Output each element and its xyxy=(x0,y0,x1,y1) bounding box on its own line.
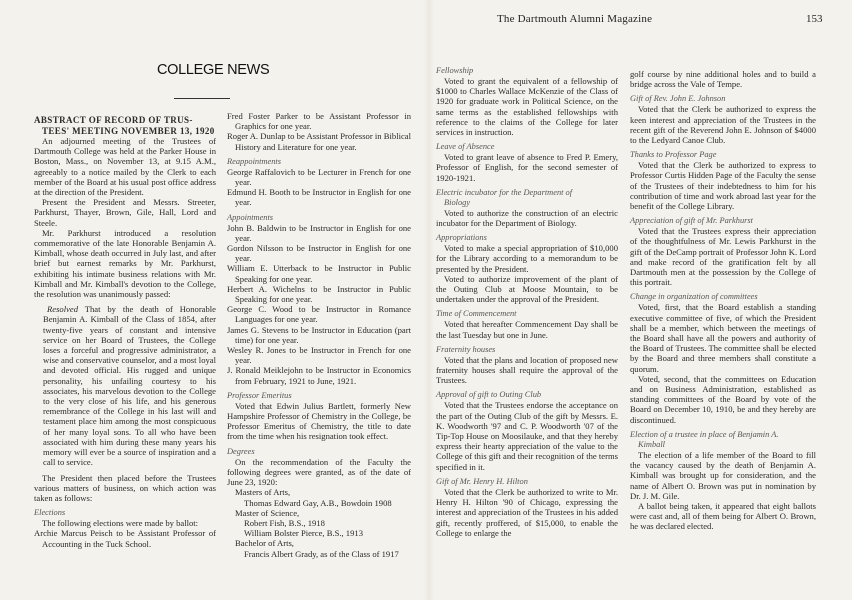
hilton-gift-text-continued: golf course by nine additional holes and to build a bridge across the Vale of Tempe. xyxy=(630,69,816,90)
abstract-paragraph: Mr. Parkhurst introduced a resolution commemorative of the late Honorable Benjamin A. Kimball, whose death occurred in July last, and after brief but earnest remarks by Mr. Parkhurst, exhibiting his intimate business relations with Mr. Kimball and Mr. Kimball's devotion to the College, the resolution was unanimously passed: xyxy=(34,227,216,300)
appointment-item: John B. Baldwin to be Instructor in English for one year. xyxy=(227,222,411,243)
appointment-item: Wesley R. Jones to be Instructor in French for one year. xyxy=(227,345,411,366)
resolution-block xyxy=(34,304,216,467)
trustee-election-heading-line1: Election of a trustee in place of Benjamin A. xyxy=(630,429,779,439)
committees-heading: Change in organization of committees xyxy=(630,292,758,302)
resolved-label: Resolved xyxy=(47,304,79,315)
incubator-text: Voted to authorize the construction of an electric incubator for the Department of Biology. xyxy=(436,207,618,229)
appropriations-text: Voted to authorize improvement of the plant of the Outing Club at Moose Mountain, to be undertaken under the approval of the President. xyxy=(436,273,618,305)
reappointment-item: George Raffalovich to be Lecturer in French for one year. xyxy=(227,166,411,188)
title-rule-divider xyxy=(174,98,230,99)
abstract-paragraph: An adjourned meeting of the Trustees of Dartmouth College was held at the Parker House in Boston, Mass., on November 13, at 9.15 A.M., agreeably to a notice mailed by the Clerk to each member of the Board at his usual post office address at the direction of the President. xyxy=(34,136,216,198)
hilton-gift-text: Voted that the Clerk be authorized to write to Mr. Henry H. Hilton '90 of Chicago, expressing the interest and appreciation of the Trustees in his added gift, recently proffered, of $15,000, to enable the College to enlarge the xyxy=(436,486,618,538)
incubator-heading xyxy=(436,188,618,208)
abstract-heading-line1: ABSTRACT OF RECORD OF TRUS- xyxy=(34,115,193,125)
incubator-heading-line2: Biology xyxy=(444,197,471,207)
professor-emeritus-text: Voted that Edwin Julius Bartlett, formerly New Hampshire Professor of Chemistry in the College, be Professor Emeritus of Chemistry, the title to date from the time when his resignation took effect. xyxy=(227,400,411,442)
commencement-heading: Time of Commencement xyxy=(436,309,517,319)
fellowship-heading: Fellowship xyxy=(436,66,474,75)
appointment-item: James G. Stevens to be Instructor in Education (part time) for one year. xyxy=(227,324,411,345)
degree-name: Bachelor of Arts, xyxy=(235,538,294,549)
resolved-text: That by the death of Honorable Benjamin A. Kimball of the Class of 1854, after twenty-five years of constant and intensive service on her Board of Trustees, the College loses a forceful and progressive administrator, a wise and conservative counselor, and a most loyal and devoted official. His rugged and unique personality, his unfailing courtesy to his associates, his marvelous devotion to the College to the very close of his life, and his generous remembrance of the College in his last will and testament place him among the most conspicuous of her many loyal sons. To all who have been associated with him during these many years his memory will ever be a source of inspiration and a call to service. xyxy=(43,304,216,468)
leave-of-absence-text: Voted to grant leave of absence to Fred P. Emery, Professor of English, for the second semester of 1920-1921. xyxy=(436,152,618,183)
degree-name: Master of Science, xyxy=(235,507,300,518)
incubator-heading-line1: Electric incubator for the Department of xyxy=(436,187,573,197)
thanks-page-heading: Thanks to Professor Page xyxy=(630,150,717,160)
trustee-election-heading-line2: Kimball xyxy=(638,439,665,449)
degree-recipient: William Bolster Pierce, B.S., 1913 xyxy=(244,528,363,539)
elections-heading: Elections xyxy=(34,508,66,518)
committees-text: Voted, first, that the Board establish a standing executive committee of five, of which the President shall be a member, which between the meetings of the Board shall have all the powers and authority of the Board of Trustees. The committee shall be elected by the Board and three members shall constitute a quorum. xyxy=(630,302,816,374)
hilton-gift-heading: Gift of Mr. Henry H. Hilton xyxy=(436,476,528,486)
johnson-gift-text: Voted that the Clerk be authorized to express the keen interest and appreciation of the Trustees in the recent gift of the Reverend John E. Johnson of $4000 to the Ledyard Canoe Club. xyxy=(630,104,816,146)
appointment-item: J. Ronald Meiklejohn to be Instructor in Economics from February, 1921 to June, 1921. xyxy=(227,365,411,386)
trustee-election-text: The election of a life member of the Board to fill the vacancy caused by the death of Benjamin A. Kimball was brought up for consideration, and the name of Albert O. Brown was put in nomination by Dr. J. M. Gile. xyxy=(630,449,816,501)
johnson-gift-heading: Gift of Rev. John E. Johnson xyxy=(630,94,726,104)
column-2 xyxy=(227,111,411,559)
column-3 xyxy=(436,66,618,538)
fraternity-text: Voted that the plans and location of proposed new fraternity houses shall require the approval of the Trustees. xyxy=(436,354,618,386)
elections-intro: The following elections were made by ballot: xyxy=(42,518,199,529)
business-intro: The President then placed before the Trustees various matters of business, on which action was taken as follows: xyxy=(34,472,216,503)
parkhurst-gift-text: Voted that the Trustees express their appreciation of the thoughtfulness of Mr. Lewis Parkhurst in the gift of the DeCamp portrait of Professor John K. Lord and make record of the gratification felt by all Dartmouth men at the possession by the College of this portrait. xyxy=(630,226,816,288)
election-item: Archie Marcus Peisch to be Assistant Professor of Accounting in the Tuck School. xyxy=(34,528,216,549)
appropriations-heading: Appropriations xyxy=(436,233,487,243)
degrees-intro: On the recommendation of the Faculty the following degrees were granted, as of the date of June 23, 1920: xyxy=(227,456,411,488)
reappointments-heading: Reappointments xyxy=(227,156,281,166)
running-header-title: The Dartmouth Alumni Magazine xyxy=(497,13,653,25)
appointments-heading: Appointments xyxy=(227,212,274,222)
thanks-page-text: Voted that the Clerk be authorized to express to Professor Curtis Hidden Page of the Faculty the sense of the Trustees of their indebtedness to him for his contribution of time and work abroad last year for the benefit of the College Library. xyxy=(630,160,816,212)
trustee-election-heading xyxy=(630,430,816,450)
degree-name: Masters of Arts, xyxy=(235,487,291,498)
appointment-item: George C. Wood to be Instructor in Romance Languages for one year. xyxy=(227,304,411,325)
parkhurst-gift-heading: Appreciation of gift of Mr. Parkhurst xyxy=(630,216,753,226)
trustee-election-text: A ballot being taken, it appeared that eight ballots were cast and, all of them being for Albert O. Brown, he was declared elected. xyxy=(630,500,816,532)
degree-recipient: Robert Fish, B.S., 1918 xyxy=(244,517,325,528)
degrees-heading: Degrees xyxy=(227,446,255,456)
leave-of-absence-heading: Leave of Absence xyxy=(436,142,495,152)
abstract-heading-line2: TEES' MEETING NOVEMBER 13, 1920 xyxy=(42,125,215,136)
appointment-item: William E. Utterback to be Instructor in Public Speaking for one year. xyxy=(227,263,411,284)
election-item: Roger A. Dunlap to be Assistant Professor in Biblical History and Literature for one year. xyxy=(227,131,411,152)
commencement-text: Voted that hereafter Commencement Day shall be the last Tuesday but one in June. xyxy=(436,319,618,340)
section-title: COLLEGE NEWS xyxy=(157,62,270,78)
column-4 xyxy=(630,69,816,532)
appropriations-text: Voted to make a special appropriation of $10,000 for the Library according to a memorandum to be presented by the President. xyxy=(436,243,618,274)
reappointment-item: Edmund H. Booth to be Instructor in English for one year. xyxy=(227,187,411,208)
fellowship-text: Voted to grant the equivalent of a fellowship of $1000 to Charles Wallace McKenzie of the Class of 1920 for graduate work in Political Science, on the same terms as the established fellowships with reference to the claims of the College for later services in instruction. xyxy=(436,76,618,138)
election-item: Fred Foster Parker to be Assistant Professor in Graphics for one year. xyxy=(227,111,411,132)
fraternity-heading: Fraternity houses xyxy=(436,344,496,354)
abstract-heading xyxy=(34,115,216,136)
abstract-paragraph: Present the President and Messrs. Streeter, Parkhurst, Thayer, Brown, Gile, Hall, Lord and Steele. xyxy=(34,197,216,228)
outing-club-gift-text: Voted that the Trustees endorse the acceptance on the part of the Outing Club of the gift by Messrs. E. K. Woodworth '97 and C. P. Woodworth '07 of the Tip-Top House on Moosilauke, and that they hereby express their hearty appreciation of the value to the College of this gift and their recognition of the terms specified in it. xyxy=(436,400,618,472)
outing-club-gift-heading: Approval of gift to Outing Club xyxy=(436,390,542,400)
degree-recipient: Francis Albert Grady, as of the Class of 1917 xyxy=(244,548,399,559)
degree-recipient: Thomas Edward Gay, A.B., Bowdoin 1908 xyxy=(244,497,392,508)
page-number: 153 xyxy=(806,13,823,25)
professor-emeritus-heading: Professor Emeritus xyxy=(227,390,292,400)
degrees-list xyxy=(227,487,411,558)
committees-text: Voted, second, that the committees on Education and on Business Administration, established as standing committees of the Board by vote of the Board on December 10, 1910, be and they hereby are discontinued. xyxy=(630,373,816,425)
appointment-item: Gordon Nilsson to be Instructor in English for one year. xyxy=(227,243,411,264)
appointment-item: Herbert A. Wichelns to be Instructor in Public Speaking for one year. xyxy=(227,283,411,305)
page-spine-shadow xyxy=(424,0,434,600)
column-1 xyxy=(34,115,216,549)
